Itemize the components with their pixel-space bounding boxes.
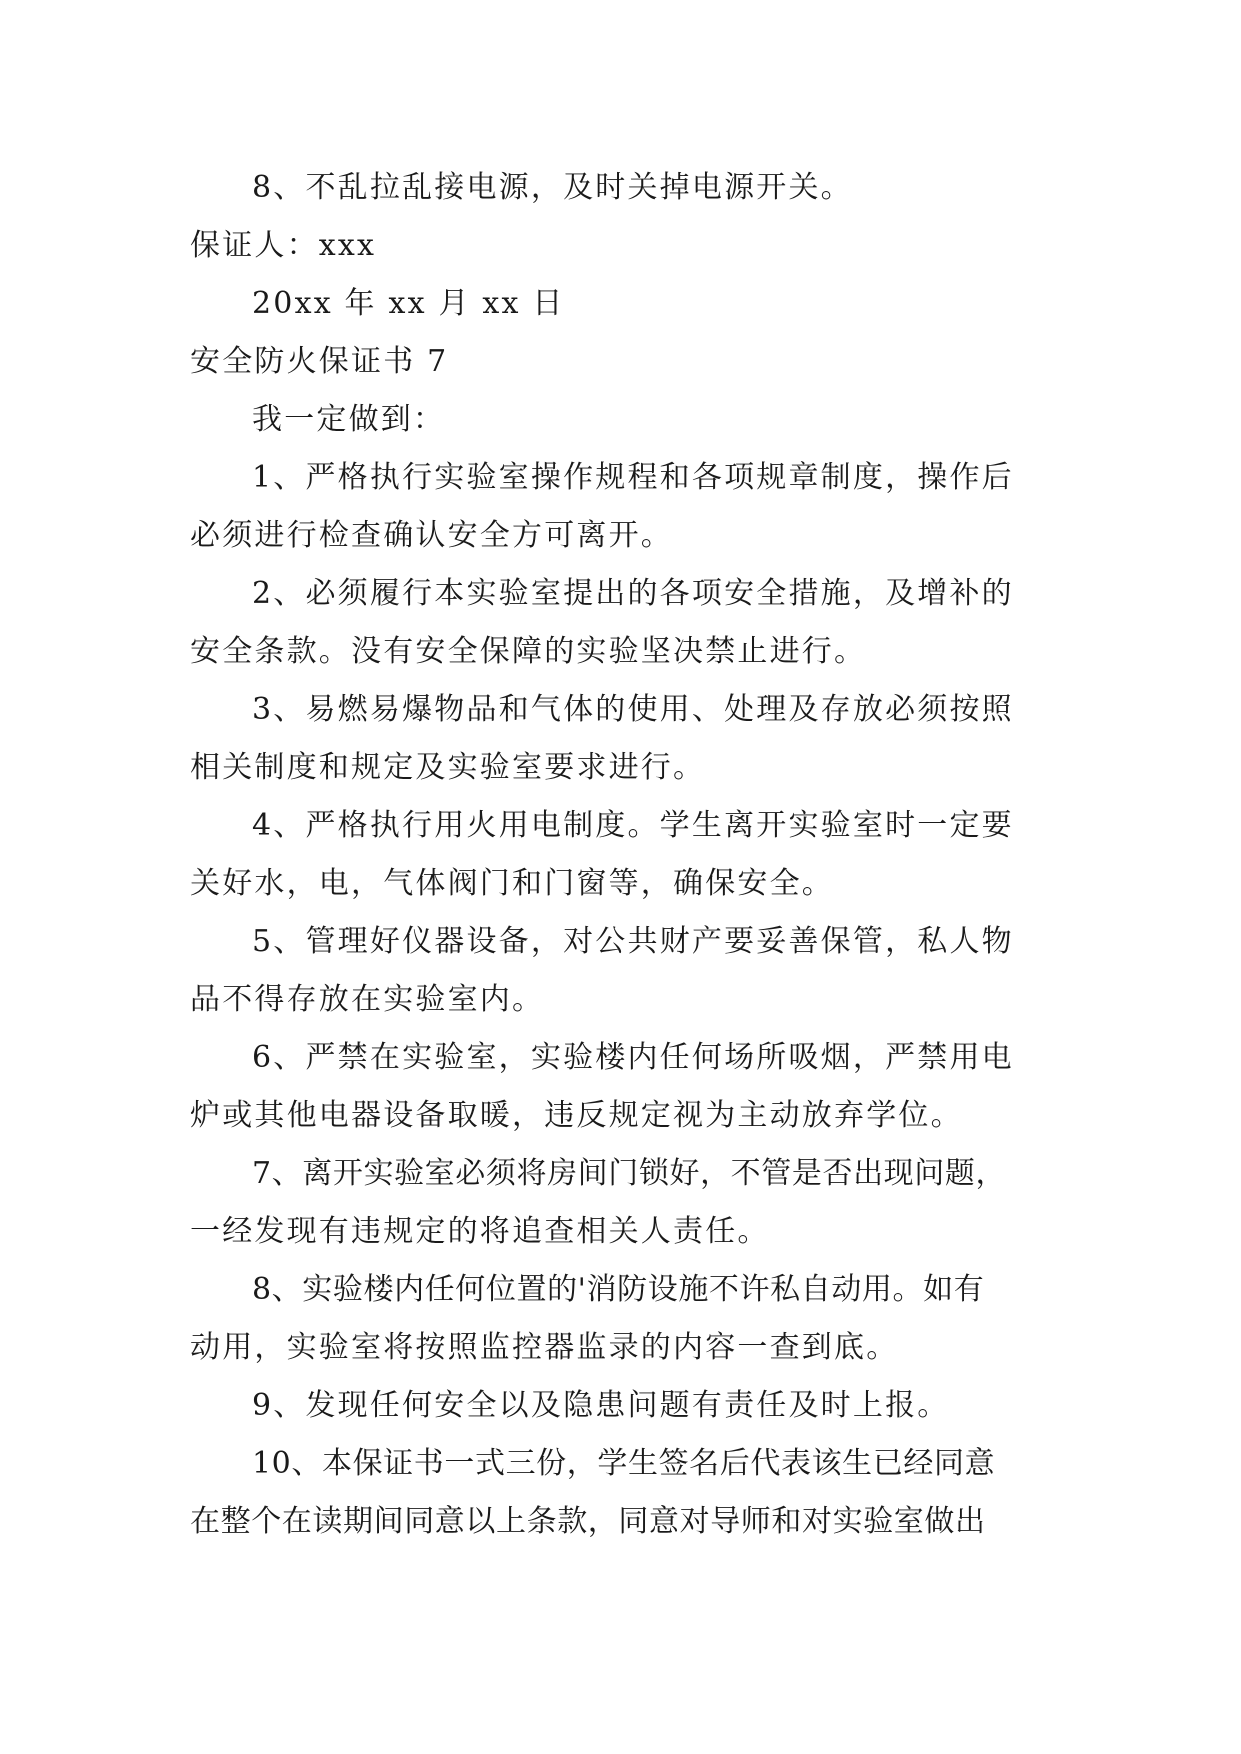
clause-10-line-2: 在整个在读期间同意以上条款，同意对导师和对实验室做出 (190, 1504, 986, 1539)
pledge-intro: 我一定做到： (252, 402, 446, 437)
clause-8-line-2: 动用，实验室将按照监控器监录的内容一查到底。 (190, 1330, 899, 1365)
clause-7-line-1: 7、离开实验室必须将房间门锁好，不管是否出现问题， (252, 1156, 1007, 1191)
guarantor-line: 保证人：xxx (190, 228, 377, 263)
date-line: 20xx 年 xx 月 xx 日 (252, 286, 565, 321)
clause-4-line-2: 关好水，电，气体阀门和门窗等，确保安全。 (190, 866, 834, 901)
clause-6-line-2: 炉或其他电器设备取暖，违反规定视为主动放弃学位。 (190, 1098, 963, 1133)
clause-10-line-1: 10、本保证书一式三份，学生签名后代表该生已经同意 (252, 1446, 996, 1481)
clause-4-line-1: 4、严格执行用火用电制度。学生离开实验室时一定要 (252, 808, 1014, 843)
clause-8-power: 8、不乱拉乱接电源，及时关掉电源开关。 (252, 170, 853, 205)
clause-5-line-1: 5、管理好仪器设备，对公共财产要妥善保管，私人物 (252, 924, 1014, 959)
clause-3-line-1: 3、易燃易爆物品和气体的使用、处理及存放必须按照 (252, 692, 1014, 727)
clause-9: 9、发现任何安全以及隐患问题有责任及时上报。 (252, 1388, 950, 1423)
clause-6-line-1: 6、严禁在实验室，实验楼内任何场所吸烟，严禁用电 (252, 1040, 1014, 1075)
clause-8-line-1: 8、实验楼内任何位置的'消防设施不许私自动用。如有 (252, 1272, 985, 1307)
clause-2-line-2: 安全条款。没有安全保障的实验坚决禁止进行。 (190, 634, 867, 669)
clause-7-line-2: 一经发现有违规定的将追查相关人责任。 (190, 1214, 770, 1249)
clause-2-line-1: 2、必须履行本实验室提出的各项安全措施，及增补的 (252, 576, 1014, 611)
clause-3-line-2: 相关制度和规定及实验室要求进行。 (190, 750, 706, 785)
clause-5-line-2: 品不得存放在实验室内。 (190, 982, 545, 1017)
clause-1-line-2: 必须进行检查确认安全方可离开。 (190, 518, 673, 553)
section-title: 安全防火保证书 7 (190, 344, 449, 379)
clause-1-line-1: 1、严格执行实验室操作规程和各项规章制度，操作后 (252, 460, 1014, 495)
